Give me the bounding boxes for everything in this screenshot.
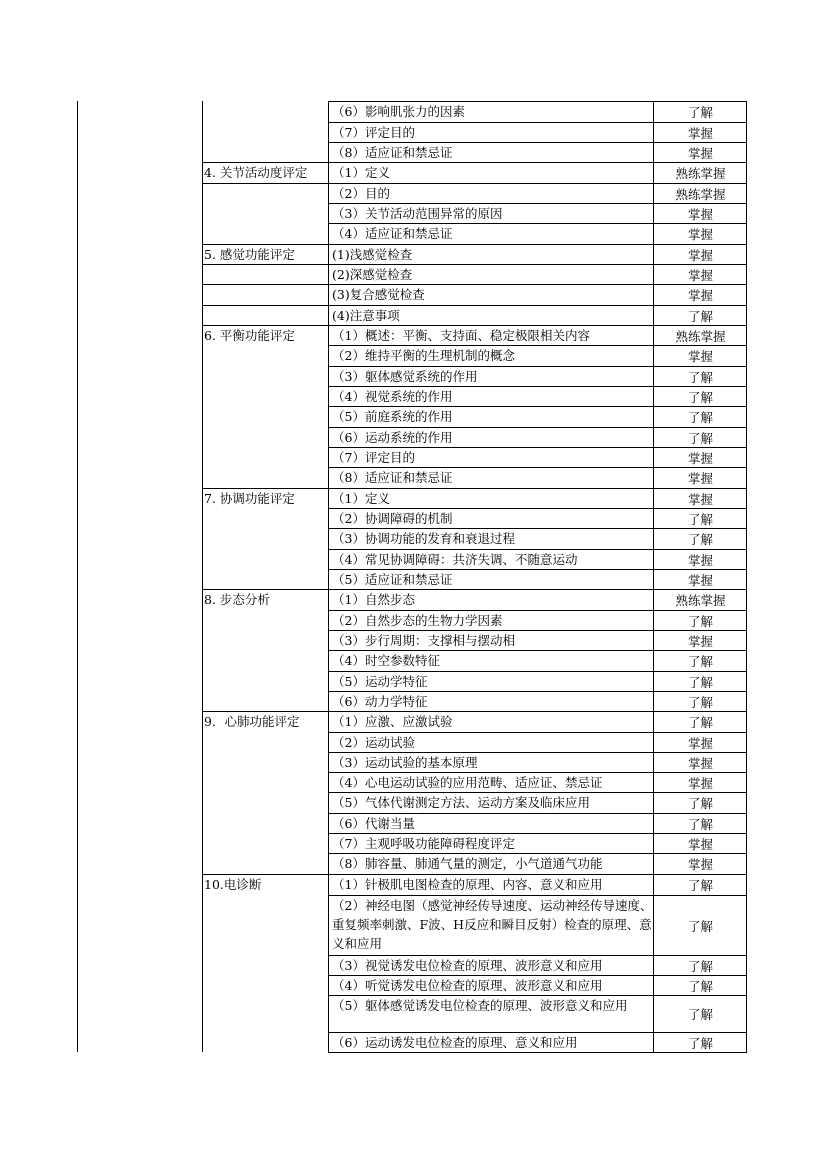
row-divider xyxy=(328,630,747,631)
requirement-cell: 了解 xyxy=(687,675,713,690)
item-cell: （6）代谢当量 xyxy=(332,816,415,831)
item-cell: （2）运动试验 xyxy=(332,735,415,750)
requirement-cell: 了解 xyxy=(687,1007,713,1022)
topic-divider xyxy=(202,284,328,285)
item-cell: （7）主观呼吸功能障碍程度评定 xyxy=(332,836,515,851)
requirement-cell: 掌握 xyxy=(687,634,713,649)
requirement-cell: 了解 xyxy=(687,614,713,629)
row-divider xyxy=(328,853,747,854)
row-divider xyxy=(328,488,747,489)
table-bottom-border xyxy=(328,1052,747,1053)
row-divider xyxy=(328,549,747,550)
item-cell: （8）肺容量、肺通气量的测定，小气道通气功能 xyxy=(332,856,603,871)
item-cell: （4）听觉诱发电位检查的原理、波形意义和应用 xyxy=(332,978,603,993)
requirement-cell: 了解 xyxy=(687,979,713,994)
item-cell: （3）关节活动范围异常的原因 xyxy=(332,206,503,221)
row-divider xyxy=(328,975,747,976)
requirement-cell: 掌握 xyxy=(687,492,713,507)
requirement-cell: 掌握 xyxy=(687,776,713,791)
requirement-cell: 了解 xyxy=(687,105,713,120)
row-divider xyxy=(328,345,747,346)
requirement-cell: 了解 xyxy=(687,512,713,527)
requirement-cell: 了解 xyxy=(687,919,713,934)
item-cell: （3）运动试验的基本原理 xyxy=(332,755,478,770)
requirement-cell: 熟练掌握 xyxy=(675,187,726,202)
requirement-cell: 掌握 xyxy=(687,126,713,141)
requirement-cell: 掌握 xyxy=(687,756,713,771)
requirement-cell: 掌握 xyxy=(687,227,713,242)
item-cell: （2）目的 xyxy=(332,186,390,201)
requirement-cell: 掌握 xyxy=(687,207,713,222)
requirement-cell: 了解 xyxy=(687,796,713,811)
table-top-border xyxy=(328,101,747,102)
row-divider xyxy=(328,244,747,245)
requirement-cell: 掌握 xyxy=(687,553,713,568)
row-divider xyxy=(328,691,747,692)
item-cell: (3)复合感觉检查 xyxy=(332,287,425,302)
item-cell: (4)注意事项 xyxy=(332,308,400,323)
row-divider xyxy=(328,955,747,956)
requirement-cell: 熟练掌握 xyxy=(675,166,726,181)
item-cell: （6）运动系统的作用 xyxy=(332,430,453,445)
item-cell: (1)浅感觉检查 xyxy=(332,247,413,262)
item-cell: （1）定义 xyxy=(332,491,390,506)
requirement-cell: 熟练掌握 xyxy=(675,329,726,344)
item-cell: （8）适应证和禁忌证 xyxy=(332,145,453,160)
row-divider xyxy=(328,569,747,570)
item-cell: （8）适应证和禁忌证 xyxy=(332,470,453,485)
item-cell: （4）时空参数特征 xyxy=(332,653,440,668)
topic-divider xyxy=(202,305,328,306)
item-cell: （2）自然步态的生物力学因素 xyxy=(332,613,503,628)
topic-divider xyxy=(202,589,328,590)
topic-divider xyxy=(202,183,328,184)
row-divider xyxy=(328,366,747,367)
item-cell: （4）心电运动试验的应用范畴、适应证、禁忌证 xyxy=(332,775,603,790)
row-divider xyxy=(328,508,747,509)
requirement-cell: 掌握 xyxy=(687,471,713,486)
item-cell: （4）适应证和禁忌证 xyxy=(332,226,453,241)
item-cell: （3）视觉诱发电位检查的原理、波形意义和应用 xyxy=(332,958,603,973)
item-cell: （3）协调功能的发育和衰退过程 xyxy=(332,531,515,546)
topic-cell: 7. 协调功能评定 xyxy=(204,491,295,506)
requirement-cell: 了解 xyxy=(687,309,713,324)
topic-cell: 4. 关节活动度评定 xyxy=(204,165,308,180)
row-divider xyxy=(328,284,747,285)
topic-cell: 9．心肺功能评定 xyxy=(204,714,300,729)
row-divider xyxy=(328,1032,747,1033)
row-divider xyxy=(328,650,747,651)
row-divider xyxy=(328,223,747,224)
requirement-cell: 了解 xyxy=(687,431,713,446)
row-divider xyxy=(328,792,747,793)
topic-divider xyxy=(202,162,328,163)
requirement-cell: 了解 xyxy=(687,390,713,405)
requirement-cell: 了解 xyxy=(687,878,713,893)
topic-divider xyxy=(202,488,328,489)
requirement-cell: 掌握 xyxy=(687,288,713,303)
row-divider xyxy=(328,162,747,163)
item-cell: （1）自然步态 xyxy=(332,592,415,607)
requirement-cell: 掌握 xyxy=(687,349,713,364)
requirement-cell: 了解 xyxy=(687,715,713,730)
requirement-cell: 了解 xyxy=(687,370,713,385)
item-cell: （6）运动诱发电位检查的原理、意义和应用 xyxy=(332,1035,578,1050)
row-divider xyxy=(328,183,747,184)
topic-divider xyxy=(202,264,328,265)
requirement-cell: 了解 xyxy=(687,532,713,547)
item-cell: （5）运动学特征 xyxy=(332,674,428,689)
requirement-cell: 掌握 xyxy=(687,248,713,263)
requirement-cell: 了解 xyxy=(687,695,713,710)
item-cell: （3）步行周期：支撑相与摆动相 xyxy=(332,633,515,648)
row-divider xyxy=(328,305,747,306)
item-cell: （2）神经电图（感觉神经传导速度、运动神经传导速度、重复频率刺激、F波、H反应和瞬目反射）检查的原理、意义和应用 xyxy=(332,898,653,951)
row-divider xyxy=(328,264,747,265)
topic-cell: 10.电诊断 xyxy=(204,877,262,892)
row-divider xyxy=(328,447,747,448)
row-divider xyxy=(328,772,747,773)
row-divider xyxy=(328,142,747,143)
item-cell: （2）协调障碍的机制 xyxy=(332,511,453,526)
item-cell: （3）躯体感觉系统的作用 xyxy=(332,369,478,384)
item-cell: （1）概述：平衡、支持面、稳定极限相关内容 xyxy=(332,328,590,343)
topic-divider xyxy=(202,325,328,326)
topic-cell: 5. 感觉功能评定 xyxy=(204,247,295,262)
item-cell: （7）评定目的 xyxy=(332,450,415,465)
item-cell: （5）躯体感觉诱发电位检查的原理、波形意义和应用 xyxy=(332,998,628,1013)
row-divider xyxy=(328,833,747,834)
requirement-cell: 掌握 xyxy=(687,736,713,751)
topic-divider xyxy=(202,244,328,245)
row-divider xyxy=(328,671,747,672)
item-cell: （1）定义 xyxy=(332,165,390,180)
requirement-cell: 熟练掌握 xyxy=(675,593,726,608)
row-divider xyxy=(328,589,747,590)
topic-cell: 6. 平衡功能评定 xyxy=(204,328,295,343)
requirement-cell: 掌握 xyxy=(687,268,713,283)
requirement-cell: 了解 xyxy=(687,654,713,669)
requirement-cell: 掌握 xyxy=(687,857,713,872)
row-divider xyxy=(328,203,747,204)
row-divider xyxy=(328,467,747,468)
requirement-cell: 掌握 xyxy=(687,837,713,852)
row-divider xyxy=(328,711,747,712)
outer-left-border xyxy=(77,101,78,1052)
row-divider xyxy=(328,732,747,733)
item-cell: （5）气体代谢测定方法、运动方案及临床应用 xyxy=(332,795,590,810)
item-cell: （4）视觉系统的作用 xyxy=(332,389,453,404)
item-cell: （1）应激、应激试验 xyxy=(332,714,453,729)
item-cell: （2）维持平衡的生理机制的概念 xyxy=(332,348,515,363)
requirement-cell: 了解 xyxy=(687,1036,713,1051)
requirement-cell: 掌握 xyxy=(687,573,713,588)
row-divider xyxy=(328,427,747,428)
topic-divider xyxy=(202,874,328,875)
item-cell: （5）前庭系统的作用 xyxy=(332,409,453,424)
item-cell: （5）适应证和禁忌证 xyxy=(332,572,453,587)
row-divider xyxy=(328,813,747,814)
row-divider xyxy=(328,528,747,529)
item-cell: （7）评定目的 xyxy=(332,125,415,140)
topic-cell: 8. 步态分析 xyxy=(204,592,270,607)
row-divider xyxy=(328,874,747,875)
item-cell: （6）动力学特征 xyxy=(332,694,428,709)
row-divider xyxy=(328,386,747,387)
row-divider xyxy=(328,122,747,123)
item-cell: （1）针极肌电图检查的原理、内容、意义和应用 xyxy=(332,877,603,892)
row-divider xyxy=(328,406,747,407)
requirement-cell: 了解 xyxy=(687,959,713,974)
row-divider xyxy=(328,325,747,326)
topic-divider xyxy=(202,711,328,712)
item-cell: （4）常见协调障碍：共济失调、不随意运动 xyxy=(332,552,578,567)
item-cell: (2)深感觉检查 xyxy=(332,267,413,282)
item-cell: （6）影响肌张力的因素 xyxy=(332,104,465,119)
requirement-cell: 掌握 xyxy=(687,146,713,161)
requirement-cell: 了解 xyxy=(687,410,713,425)
requirement-cell: 掌握 xyxy=(687,451,713,466)
requirement-cell: 了解 xyxy=(687,817,713,832)
row-divider xyxy=(328,610,747,611)
row-divider xyxy=(328,752,747,753)
